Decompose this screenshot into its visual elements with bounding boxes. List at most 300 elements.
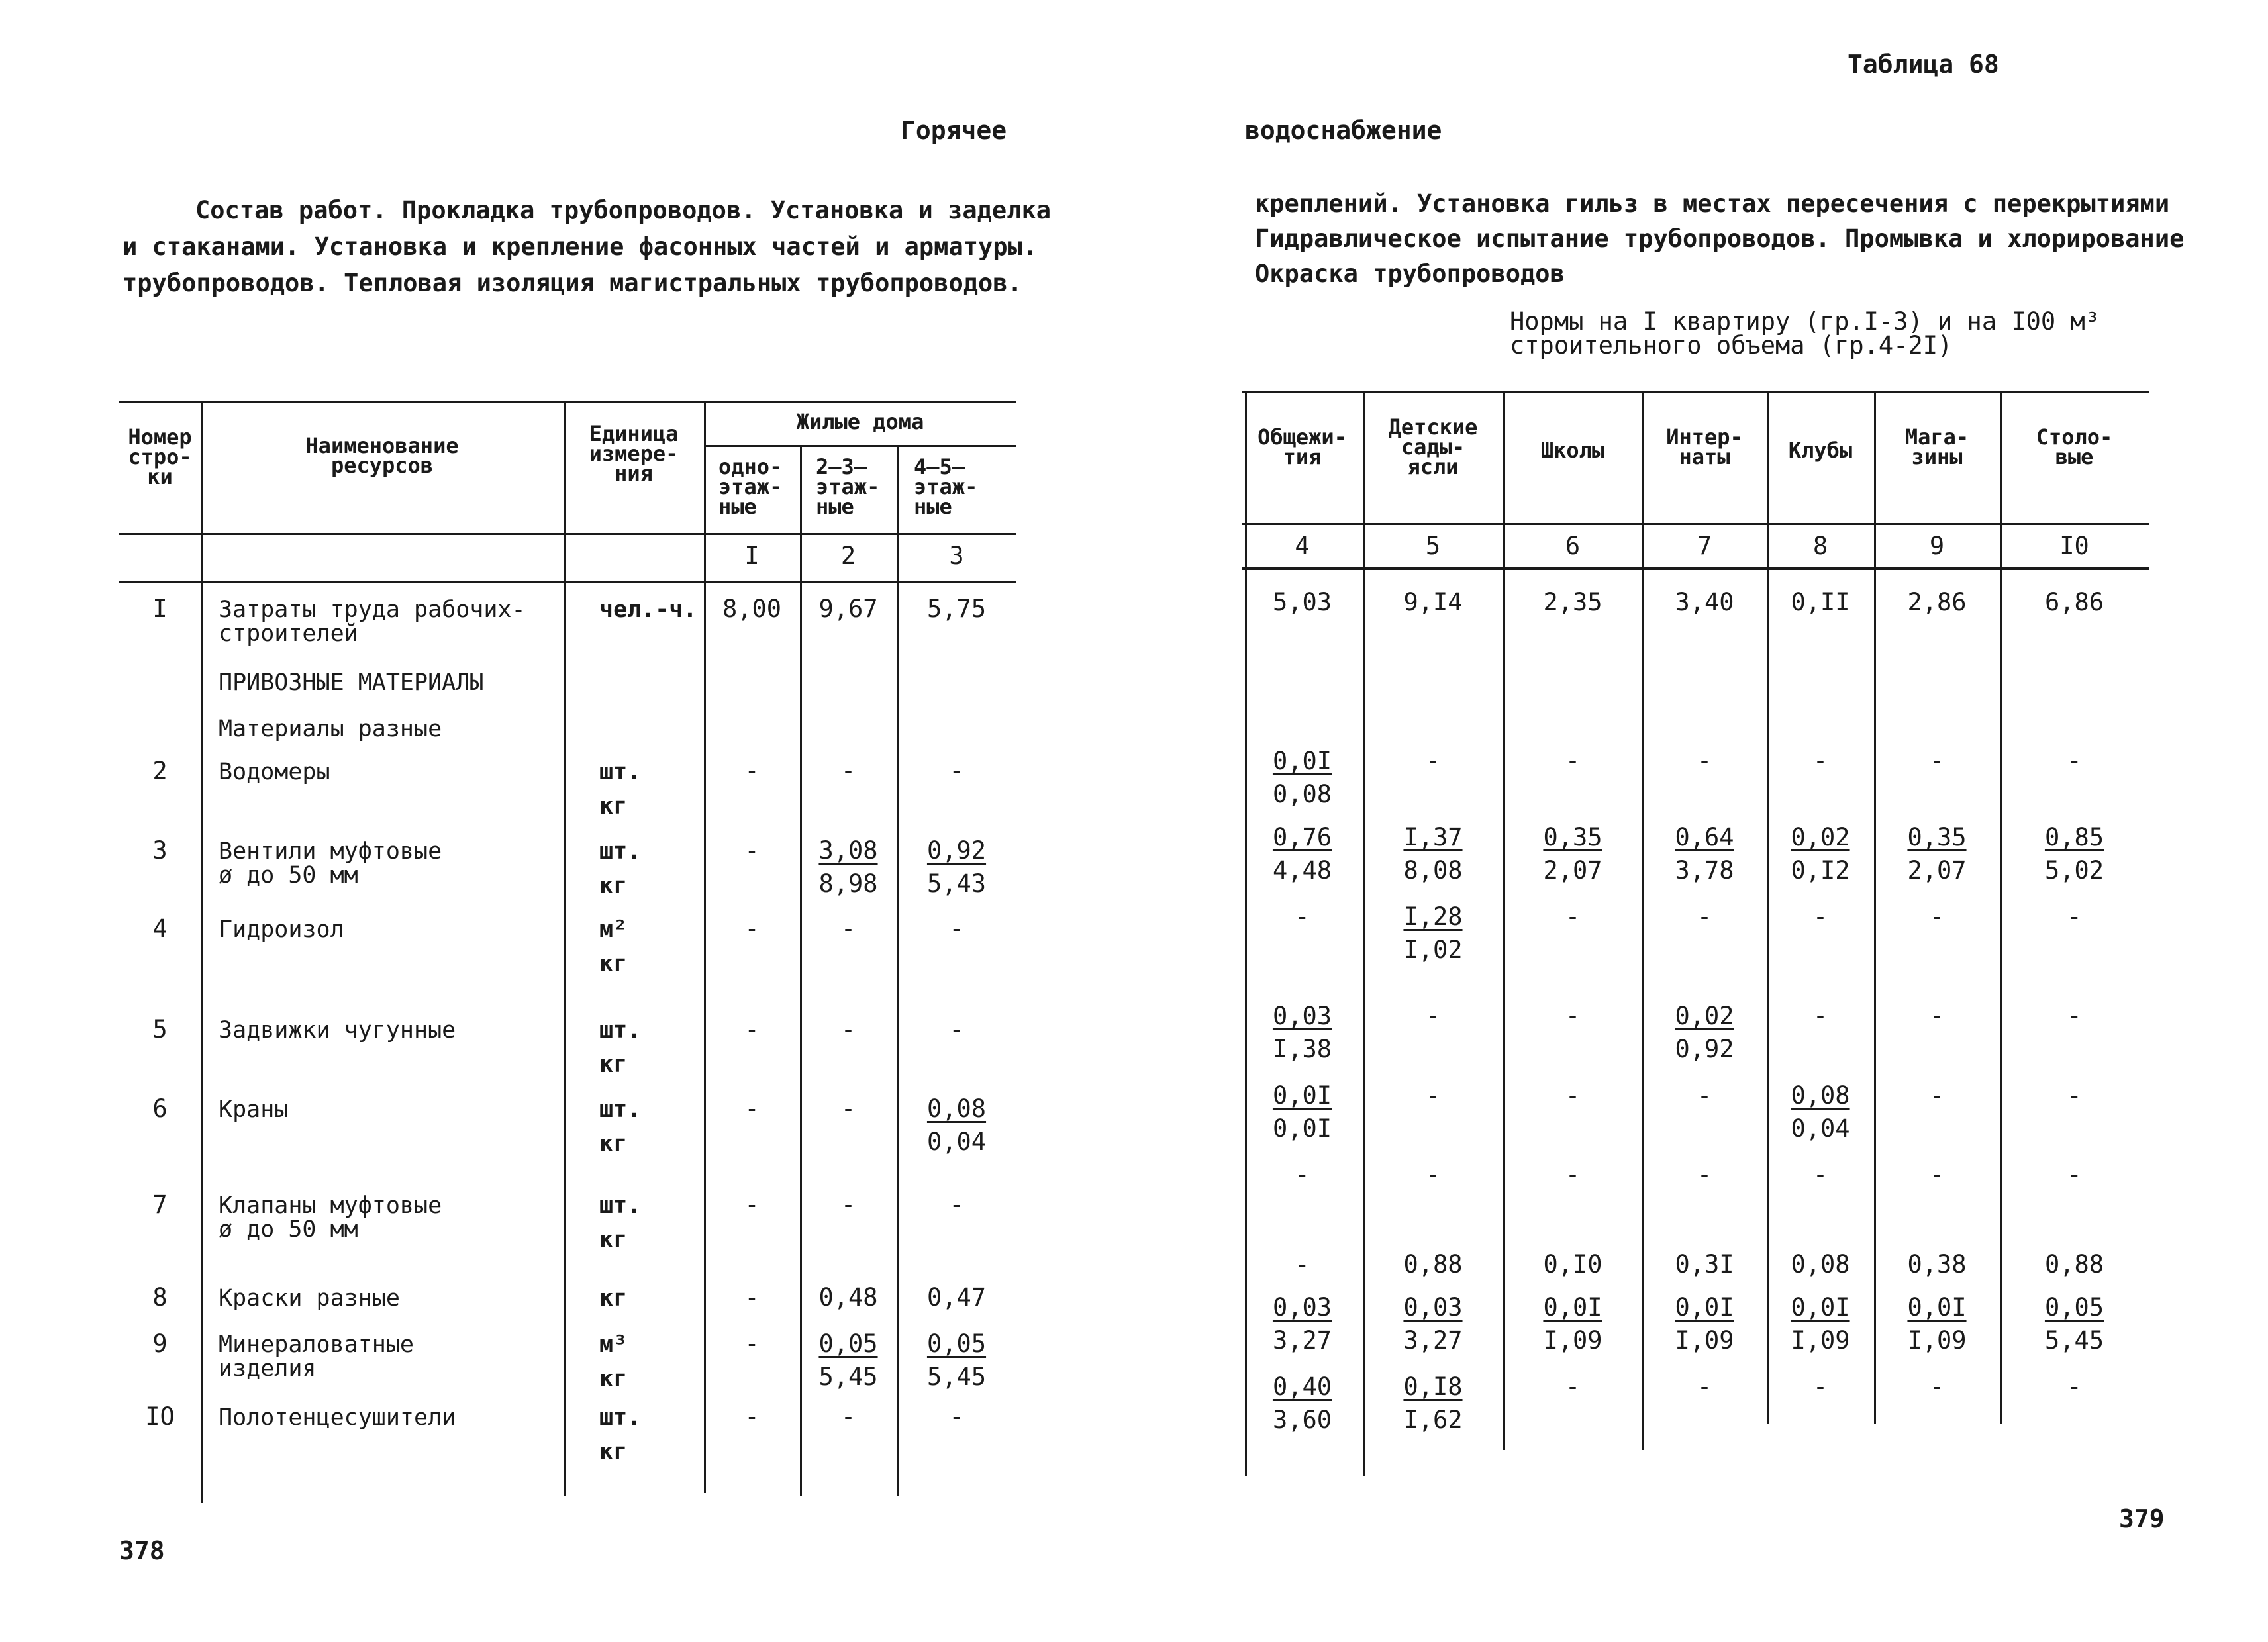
column-number: 4 xyxy=(1295,532,1310,560)
value-col-1 xyxy=(704,1013,800,1046)
norm-value-denominator: I,02 xyxy=(1403,936,1463,964)
value-col-2-value: - xyxy=(840,1015,856,1043)
norm-value-denominator: I,38 xyxy=(1272,1035,1332,1063)
value-col-1 xyxy=(704,1281,800,1314)
norm-value-denominator: I,09 xyxy=(1907,1326,1967,1355)
resource-name xyxy=(219,1194,442,1241)
column-header-line: сады- xyxy=(1401,434,1465,459)
value-col-1-value: - xyxy=(744,757,760,785)
norm-value-value: 2,86 xyxy=(1907,588,1967,616)
norm-value-numerator: 0,35 xyxy=(1543,823,1602,851)
value-col-1-value: 8,00 xyxy=(722,595,782,623)
col-number-2: 2 xyxy=(840,542,856,570)
page-number-right: 379 xyxy=(2119,1504,2165,1533)
norm-value-denominator: I,62 xyxy=(1403,1406,1463,1434)
norm-value-value: 0,38 xyxy=(1907,1250,1967,1279)
norm-value-denominator: 3,78 xyxy=(1675,856,1734,885)
value-col-3-denominator: 5,43 xyxy=(926,869,987,898)
value-col-1 xyxy=(704,1188,800,1222)
value-col-3-value: - xyxy=(949,914,964,943)
norm-value xyxy=(1363,1291,1503,1357)
norm-value xyxy=(2000,745,2149,778)
norm-value xyxy=(1242,1159,1363,1192)
norm-value xyxy=(1642,586,1767,619)
norm-value-numerator: 0,03 xyxy=(1272,1002,1332,1030)
value-col-2 xyxy=(800,1400,897,1433)
norm-value-value: - xyxy=(1565,747,1581,775)
norm-value-value: - xyxy=(1812,902,1828,931)
norm-value-denominator: 8,08 xyxy=(1403,856,1463,885)
value-col-3-value: - xyxy=(949,1402,964,1431)
unit-of-measure xyxy=(599,834,641,903)
section-heading-right: водоснабжение xyxy=(1245,116,1442,145)
unit-line: м² xyxy=(599,916,628,943)
norm-value-numerator: 0,03 xyxy=(1272,1293,1332,1322)
norm-value xyxy=(2000,1079,2149,1112)
norm-value-numerator: 0,0I xyxy=(1272,747,1332,775)
value-col-2 xyxy=(800,593,897,626)
column-header-line: тия xyxy=(1283,444,1322,469)
header-col-3: 4–5– этаж- ные xyxy=(914,454,978,519)
norm-value-numerator: 0,02 xyxy=(1675,1002,1734,1030)
row-number: 3 xyxy=(152,836,168,865)
norm-value-numerator: 0,05 xyxy=(2044,1293,2104,1322)
resource-name xyxy=(219,717,442,741)
value-col-3 xyxy=(897,912,1016,945)
unit-line: кг xyxy=(599,1285,628,1312)
unit-line: кг xyxy=(599,1439,628,1465)
value-col-2 xyxy=(800,1092,897,1126)
norm-value-value: 2,35 xyxy=(1543,588,1602,616)
norm-value-value: - xyxy=(1565,1161,1581,1189)
value-col-1 xyxy=(704,755,800,788)
value-col-1 xyxy=(704,1092,800,1126)
unit-line: кг xyxy=(599,1227,628,1253)
norm-value xyxy=(1503,1291,1642,1357)
norm-value-denominator: 4,48 xyxy=(1272,856,1332,885)
composition-right-line-3: Окраска трубопроводов xyxy=(1255,260,1565,288)
norm-value-denominator: 0,08 xyxy=(1272,780,1332,808)
value-col-3-numerator: 0,08 xyxy=(926,1094,987,1123)
norm-value xyxy=(1503,1248,1642,1281)
row-number: IO xyxy=(145,1402,175,1431)
norm-value-numerator: 0,0I xyxy=(1272,1081,1332,1110)
norm-value-value: 0,88 xyxy=(2044,1250,2104,1279)
value-col-3-value: - xyxy=(949,1015,964,1043)
norm-value-value: 5,03 xyxy=(1272,588,1332,616)
norm-value-value: - xyxy=(1812,1373,1828,1401)
resource-name xyxy=(219,1286,400,1310)
norm-value xyxy=(1503,586,1642,619)
value-col-2-value: - xyxy=(840,1094,856,1123)
resource-name-line: строителей xyxy=(219,620,358,647)
norm-value-value: - xyxy=(1929,747,1945,775)
value-col-2 xyxy=(800,834,897,900)
norm-value xyxy=(1242,1000,1363,1066)
norm-value-value: 0,88 xyxy=(1403,1250,1463,1279)
norm-value-denominator: 3,27 xyxy=(1272,1326,1332,1355)
norm-value xyxy=(2000,1159,2149,1192)
norm-value-numerator: 0,I8 xyxy=(1403,1373,1463,1401)
norm-value-value: - xyxy=(1295,1161,1310,1189)
norm-value-numerator: 0,0I xyxy=(1543,1293,1602,1322)
column-header-10 xyxy=(2000,424,2149,469)
value-col-3-value: - xyxy=(949,1190,964,1219)
norm-value xyxy=(1767,1371,1874,1404)
column-header-line: Общежи- xyxy=(1257,424,1347,450)
norm-value-value: - xyxy=(1565,902,1581,931)
resource-name xyxy=(219,1098,288,1122)
norm-value xyxy=(1503,900,1642,934)
norm-value xyxy=(1642,1000,1767,1066)
norm-value-denominator: 0,92 xyxy=(1675,1035,1734,1063)
value-col-1-value: - xyxy=(744,1015,760,1043)
unit-line: кг xyxy=(599,793,628,820)
norm-value-denominator: 0,I2 xyxy=(1791,856,1850,885)
norm-value xyxy=(1503,1159,1642,1192)
column-header-line: вые xyxy=(2055,444,2094,469)
norm-value-value: - xyxy=(1565,1002,1581,1030)
unit-line: шт. xyxy=(599,759,642,785)
norm-value xyxy=(1874,900,2000,934)
unit-of-measure xyxy=(599,1013,641,1082)
norm-value-value: 6,86 xyxy=(2044,588,2104,616)
column-header-line: Детские xyxy=(1388,414,1478,440)
norm-value xyxy=(1874,1159,2000,1192)
norm-value-value: - xyxy=(2067,1373,2082,1401)
norm-value-value: - xyxy=(1425,1081,1441,1110)
norm-value xyxy=(1363,745,1503,778)
norm-value-value: - xyxy=(1295,902,1310,931)
value-col-2 xyxy=(800,1281,897,1314)
unit-line: кг xyxy=(599,1051,628,1078)
value-col-2-value: 0,48 xyxy=(818,1283,878,1312)
norm-value-value: - xyxy=(1929,1002,1945,1030)
header-col-2: 2–3– этаж- ные xyxy=(816,454,880,519)
norm-value-numerator: 0,0I xyxy=(1675,1293,1734,1322)
composition-right-line-2: Гидравлическое испытание трубопроводов. Промывка и хлорирование xyxy=(1255,224,2185,253)
unit-of-measure xyxy=(599,1328,627,1396)
column-header-4 xyxy=(1242,424,1363,469)
norm-value-value: - xyxy=(2067,747,2082,775)
norm-value xyxy=(1874,1291,2000,1357)
value-col-1 xyxy=(704,1328,800,1361)
unit-line: шт. xyxy=(599,1404,642,1431)
resource-name-line: Краски разные xyxy=(219,1285,400,1312)
column-number: 6 xyxy=(1565,532,1581,560)
norm-value-value: - xyxy=(1929,1081,1945,1110)
norm-value-value: 3,40 xyxy=(1675,588,1734,616)
resource-name-line: Полотенцесушители xyxy=(219,1404,456,1431)
value-col-1-value: - xyxy=(744,1329,760,1358)
norm-value-numerator: 0,0I xyxy=(1907,1293,1967,1322)
unit-of-measure xyxy=(599,1281,627,1316)
norm-value xyxy=(1503,745,1642,778)
value-col-1-value: - xyxy=(744,836,760,865)
norm-value-denominator: 5,45 xyxy=(2044,1326,2104,1355)
norm-value xyxy=(1242,821,1363,887)
column-header-line: зины xyxy=(1911,444,1963,469)
norm-value-value: 9,I4 xyxy=(1403,588,1463,616)
row-number: 5 xyxy=(152,1015,168,1043)
resource-name-line: Минераловатные xyxy=(219,1331,415,1358)
resource-name xyxy=(219,1333,414,1380)
header-row-number: Номер стро- ки xyxy=(128,424,192,489)
column-header-line: Интер- xyxy=(1666,424,1743,450)
norm-value-numerator: 0,64 xyxy=(1675,823,1734,851)
norm-value-value: 0,08 xyxy=(1791,1250,1850,1279)
value-col-1 xyxy=(704,1400,800,1433)
unit-of-measure xyxy=(599,912,627,981)
value-col-2 xyxy=(800,1013,897,1046)
col-number-1: I xyxy=(744,542,760,570)
unit-line: чел.-ч. xyxy=(599,597,697,623)
norm-value xyxy=(1242,900,1363,934)
norm-value-numerator: 0,85 xyxy=(2044,823,2104,851)
norm-value xyxy=(1642,1371,1767,1404)
value-col-2-numerator: 3,08 xyxy=(818,836,878,865)
norm-value xyxy=(1363,1371,1503,1437)
norm-value-denominator: 5,02 xyxy=(2044,856,2104,885)
unit-of-measure xyxy=(599,755,641,824)
value-col-3-value: - xyxy=(949,757,964,785)
header-resource-name: Наименование ресурсов xyxy=(305,433,459,478)
norm-value xyxy=(1767,1000,1874,1033)
norm-value xyxy=(1874,1371,2000,1404)
column-header-8 xyxy=(1767,438,1874,463)
resource-name-line: изделия xyxy=(219,1355,317,1382)
header-col-1: одно- этаж- ные xyxy=(718,454,783,519)
resource-name-line: Задвижки чугунные xyxy=(219,1017,456,1043)
column-header-7 xyxy=(1642,424,1767,469)
norm-value-value: - xyxy=(2067,1002,2082,1030)
header-residential: Жилые дома xyxy=(796,409,924,434)
norm-value xyxy=(1767,1248,1874,1281)
norm-value-value: - xyxy=(1812,1161,1828,1189)
value-col-2 xyxy=(800,1328,897,1394)
value-col-3-numerator: 0,05 xyxy=(926,1329,987,1358)
value-col-1 xyxy=(704,593,800,626)
norm-value-denominator: 3,60 xyxy=(1272,1406,1332,1434)
unit-line: шт. xyxy=(599,838,642,865)
norm-value xyxy=(2000,1291,2149,1357)
resource-name-line: Вентили муфтовые xyxy=(219,838,442,865)
norm-value xyxy=(1874,1000,2000,1033)
resource-name-line: ПРИВОЗНЫЕ МАТЕРИАЛЫ xyxy=(219,669,484,696)
resource-name-line: Материалы разные xyxy=(219,716,442,742)
unit-of-measure xyxy=(599,1188,641,1257)
column-number: I0 xyxy=(2059,532,2089,560)
norm-value xyxy=(1363,1079,1503,1112)
value-col-3 xyxy=(897,1400,1016,1433)
norm-value xyxy=(1363,1248,1503,1281)
norm-value-value: - xyxy=(1812,747,1828,775)
norm-value xyxy=(1642,1079,1767,1112)
unit-line: кг xyxy=(599,951,628,977)
col-number-3: 3 xyxy=(949,542,964,570)
norm-value-numerator: I,37 xyxy=(1403,823,1463,851)
resource-name-line: ø до 50 мм xyxy=(219,862,358,889)
value-col-2-denominator: 8,98 xyxy=(818,869,878,898)
norm-value xyxy=(2000,586,2149,619)
column-header-line: Столо- xyxy=(2036,424,2113,450)
norm-value xyxy=(1242,1371,1363,1437)
section-heading-left: Горячее xyxy=(901,116,1007,145)
column-header-line: ясли xyxy=(1407,454,1459,479)
norm-value-value: - xyxy=(1565,1081,1581,1110)
resource-name xyxy=(219,760,330,784)
row-number: 9 xyxy=(152,1329,168,1358)
value-col-1-value: - xyxy=(744,1094,760,1123)
norm-value xyxy=(1874,745,2000,778)
value-col-3 xyxy=(897,593,1016,626)
composition-line-3: трубопроводов. Тепловая изоляция магистральных трубопроводов. xyxy=(123,269,1022,297)
norm-value xyxy=(1767,900,1874,934)
resource-name-line: Гидроизол xyxy=(219,916,344,943)
norm-value-value: - xyxy=(1929,1373,1945,1401)
norm-value xyxy=(1242,1079,1363,1145)
norm-value-denominator: 2,07 xyxy=(1907,856,1967,885)
value-col-2-numerator: 0,05 xyxy=(818,1329,878,1358)
column-header-5 xyxy=(1363,414,1503,479)
norm-value-numerator: 0,40 xyxy=(1272,1373,1332,1401)
norm-value xyxy=(2000,821,2149,887)
resource-name xyxy=(219,671,483,695)
unit-of-measure xyxy=(599,593,697,627)
value-col-3-denominator: 0,04 xyxy=(926,1128,987,1156)
norm-value-value: - xyxy=(1565,1373,1581,1401)
norm-value-numerator: 0,02 xyxy=(1791,823,1850,851)
norm-value-value: - xyxy=(1425,1002,1441,1030)
norm-value-value: - xyxy=(1295,1250,1310,1279)
value-col-1-value: - xyxy=(744,1402,760,1431)
unit-line: кг xyxy=(599,873,628,899)
resource-name-line: Краны xyxy=(219,1096,289,1123)
value-col-2-value: - xyxy=(840,1190,856,1219)
norm-value xyxy=(1242,1248,1363,1281)
column-number: 9 xyxy=(1929,532,1945,560)
value-col-3-value: 5,75 xyxy=(926,595,987,623)
norm-value-denominator: 2,07 xyxy=(1543,856,1602,885)
value-col-2 xyxy=(800,755,897,788)
norm-value-value: - xyxy=(1929,1161,1945,1189)
norm-value-value: - xyxy=(2067,1161,2082,1189)
value-col-2-value: - xyxy=(840,757,856,785)
norm-value xyxy=(1642,1248,1767,1281)
row-number: 6 xyxy=(152,1094,168,1123)
norm-value xyxy=(1503,1079,1642,1112)
norm-value xyxy=(1242,1291,1363,1357)
norm-value xyxy=(1642,900,1767,934)
unit-of-measure xyxy=(599,1092,641,1161)
value-col-2-value: - xyxy=(840,1402,856,1431)
value-col-2-value: 9,67 xyxy=(818,595,878,623)
norm-value-denominator: 3,27 xyxy=(1403,1326,1463,1355)
unit-of-measure xyxy=(599,1400,641,1469)
norm-value-numerator: I,28 xyxy=(1403,902,1463,931)
resource-name-line: Затраты труда рабочих- xyxy=(219,597,526,623)
norm-value xyxy=(1767,821,1874,887)
composition-line-2: и стаканами. Установка и крепление фасонных частей и арматуры. xyxy=(123,232,1038,261)
norm-value-value: - xyxy=(1697,1161,1712,1189)
norm-value xyxy=(1874,821,2000,887)
norm-value-value: 0,I0 xyxy=(1543,1250,1602,1279)
resource-name-line: Водомеры xyxy=(219,759,330,785)
norm-value-numerator: 0,08 xyxy=(1791,1081,1850,1110)
value-col-3 xyxy=(897,834,1016,900)
norm-value xyxy=(1242,586,1363,619)
norm-value xyxy=(1503,1371,1642,1404)
norm-value xyxy=(2000,1000,2149,1033)
norm-value xyxy=(1503,1000,1642,1033)
value-col-1-value: - xyxy=(744,1283,760,1312)
row-number: 7 xyxy=(152,1190,168,1219)
norm-value xyxy=(1242,745,1363,811)
norms-note: Нормы на I квартиру (гр.I-3) и на I00 м³ строительного объема (гр.4-2I) xyxy=(1510,307,2100,360)
table-label: Таблица 68 xyxy=(1848,50,1999,79)
norm-value-numerator: 0,35 xyxy=(1907,823,1967,851)
unit-line: кг xyxy=(599,1131,628,1157)
column-header-line: Школы xyxy=(1540,438,1605,463)
value-col-2 xyxy=(800,912,897,945)
norm-value-value: - xyxy=(1425,747,1441,775)
unit-line: кг xyxy=(599,1366,628,1392)
value-col-3-denominator: 5,45 xyxy=(926,1363,987,1391)
resource-name-line: Клапаны муфтовые xyxy=(219,1192,442,1219)
value-col-2-denominator: 5,45 xyxy=(818,1363,878,1391)
row-number: I xyxy=(152,595,168,623)
column-header-line: Клубы xyxy=(1788,438,1853,463)
norm-value-denominator: I,09 xyxy=(1543,1326,1602,1355)
value-col-3-value: 0,47 xyxy=(926,1283,987,1312)
unit-line: м³ xyxy=(599,1331,628,1358)
norm-value-numerator: 0,76 xyxy=(1272,823,1332,851)
norm-value-value: - xyxy=(1929,902,1945,931)
value-col-3 xyxy=(897,1281,1016,1314)
value-col-3 xyxy=(897,1188,1016,1222)
norm-value xyxy=(1642,1291,1767,1357)
norm-value-denominator: I,09 xyxy=(1675,1326,1734,1355)
unit-line: шт. xyxy=(599,1017,642,1043)
column-header-line: Мага- xyxy=(1904,424,1969,450)
norm-value-value: - xyxy=(2067,1081,2082,1110)
resource-name xyxy=(219,918,344,942)
norm-value xyxy=(1767,1079,1874,1145)
norm-value-numerator: 0,03 xyxy=(1403,1293,1463,1322)
resource-name-line: ø до 50 мм xyxy=(219,1216,358,1243)
norm-value-denominator: 0,04 xyxy=(1791,1114,1850,1143)
norm-value xyxy=(1642,1159,1767,1192)
value-col-2-value: - xyxy=(840,914,856,943)
value-col-3 xyxy=(897,1092,1016,1159)
norm-value-value: - xyxy=(1425,1161,1441,1189)
unit-line: шт. xyxy=(599,1096,642,1123)
norm-value-value: - xyxy=(1697,902,1712,931)
column-header-6 xyxy=(1503,438,1642,463)
value-col-1 xyxy=(704,834,800,867)
norm-value xyxy=(1503,821,1642,887)
resource-name xyxy=(219,1406,456,1429)
column-header-9 xyxy=(1874,424,2000,469)
norm-value-value: 0,3I xyxy=(1675,1250,1734,1279)
norm-value xyxy=(1363,1159,1503,1192)
norm-value xyxy=(2000,1248,2149,1281)
norm-value-value: - xyxy=(2067,902,2082,931)
value-col-1 xyxy=(704,912,800,945)
row-number: 2 xyxy=(152,757,168,785)
column-number: 5 xyxy=(1425,532,1441,560)
value-col-2 xyxy=(800,1188,897,1222)
